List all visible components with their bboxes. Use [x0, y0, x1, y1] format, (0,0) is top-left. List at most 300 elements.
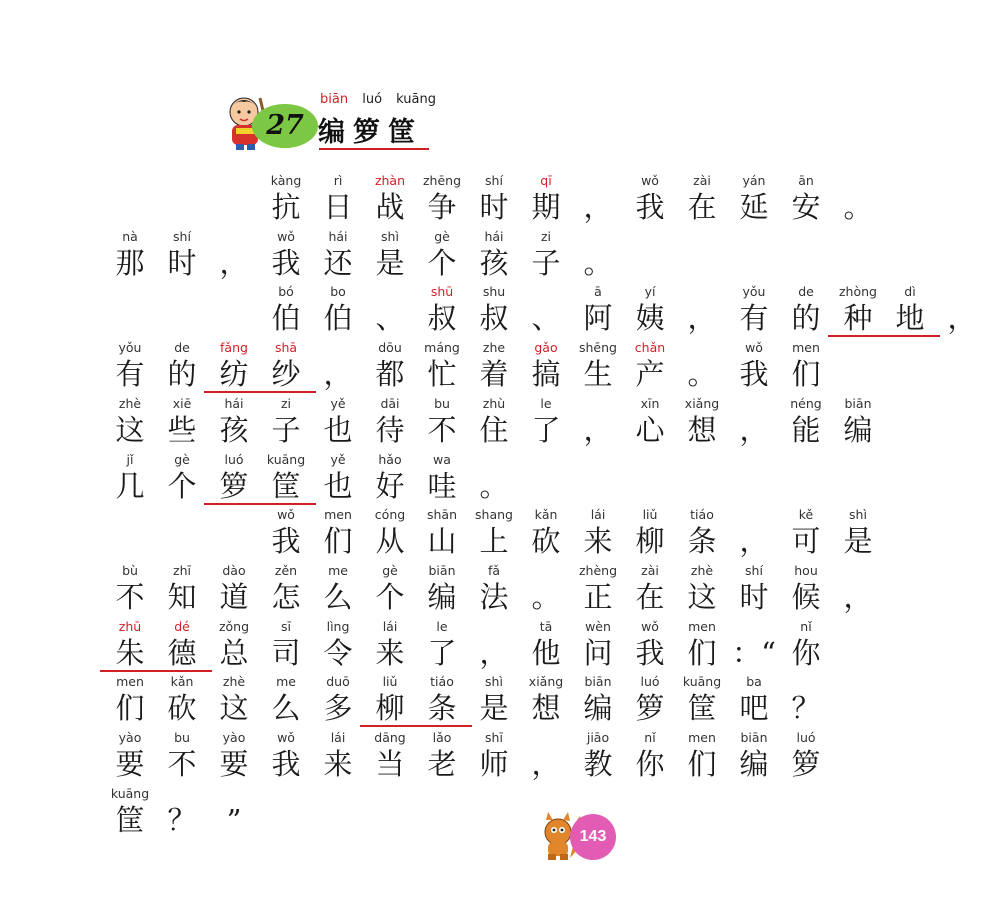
pinyin: ān	[798, 173, 814, 188]
pinyin: nǐ	[800, 618, 812, 634]
character-cell	[780, 729, 832, 783]
hanzi: 令	[323, 635, 353, 670]
pinyin: biān	[584, 674, 612, 690]
pinyin: shì	[849, 507, 867, 523]
page-number-badge	[540, 808, 640, 868]
text-line	[0, 228, 650, 282]
hanzi: 伯	[323, 301, 353, 336]
hanzi: ？	[167, 802, 197, 837]
hanzi: 了	[427, 635, 457, 670]
text-line	[0, 506, 873, 560]
pinyin: biān	[428, 562, 456, 578]
hanzi: 时	[739, 579, 769, 614]
hanzi: 孩	[219, 412, 249, 447]
hanzi: 好	[375, 468, 405, 503]
hanzi: 不	[115, 579, 145, 614]
pinyin: hái	[224, 395, 244, 411]
hanzi: 们	[687, 747, 717, 781]
hanzi: 几	[115, 468, 145, 503]
pinyin: luó	[640, 674, 660, 690]
page-number: 143	[579, 828, 607, 845]
pinyin: biān	[740, 730, 768, 745]
character-cell	[936, 283, 988, 337]
hanzi: 、	[375, 301, 405, 336]
pinyin	[824, 172, 892, 190]
pinyin: yào	[118, 730, 142, 745]
hanzi: 司	[271, 635, 301, 670]
hanzi: 哇	[427, 468, 457, 503]
hanzi: 砍	[531, 524, 561, 559]
pinyin	[772, 673, 840, 691]
pinyin: ba	[746, 674, 762, 690]
hanzi: ”	[226, 802, 242, 837]
hanzi: ？	[791, 691, 821, 726]
pinyin: zài	[641, 562, 659, 578]
lesson-title: 编箩筐	[318, 117, 423, 148]
title-underline	[319, 148, 429, 150]
hanzi: 来	[375, 635, 405, 670]
pinyin	[928, 283, 996, 301]
hanzi: 。	[583, 245, 613, 280]
pinyin: shì	[485, 674, 503, 690]
character-cell	[832, 395, 884, 449]
hanzi: ，	[687, 301, 717, 336]
pinyin: yě	[330, 395, 346, 411]
pinyin: shì	[381, 228, 399, 244]
pinyin: zài	[693, 173, 711, 188]
pinyin: zhàn	[374, 173, 406, 188]
pinyin: shā	[274, 340, 298, 356]
pinyin: yǒu	[118, 340, 142, 356]
hanzi: 在	[687, 190, 717, 224]
pinyin: dé	[174, 618, 190, 634]
pinyin: zhēng	[422, 173, 462, 188]
pinyin: hái	[484, 228, 504, 244]
hanzi: 抗	[271, 190, 301, 224]
hanzi: 个	[427, 245, 457, 280]
pinyin: men	[688, 730, 716, 745]
hanzi: 砍	[167, 691, 197, 726]
text-line	[0, 618, 821, 672]
hanzi: 。	[843, 190, 873, 224]
text-line	[0, 172, 873, 226]
hanzi: 老	[427, 747, 457, 781]
hanzi: 编	[843, 412, 873, 447]
pinyin: gè	[434, 228, 450, 244]
hanzi: 来	[323, 747, 353, 781]
pinyin: lìng	[326, 618, 350, 634]
hanzi: 。	[531, 579, 561, 614]
hanzi: 着	[479, 357, 509, 392]
hanzi: 伯	[271, 301, 301, 336]
pinyin: wǒ	[745, 340, 763, 356]
pinyin: nǐ	[644, 730, 656, 745]
hanzi: ，	[583, 190, 613, 224]
character-cell	[832, 506, 884, 560]
pinyin: de	[798, 284, 814, 300]
hanzi: 。	[479, 468, 509, 503]
hanzi: 么	[323, 579, 353, 614]
hanzi: 条	[427, 691, 457, 726]
text-line	[0, 395, 873, 449]
hanzi: 朱	[115, 635, 145, 670]
character-cell	[780, 339, 832, 393]
pinyin: zhù	[482, 395, 506, 411]
text-line	[0, 729, 821, 783]
hanzi: ，	[843, 579, 873, 614]
hanzi: 能	[791, 412, 821, 447]
hanzi: 种	[843, 301, 873, 336]
pinyin: néng	[790, 395, 822, 411]
pinyin	[824, 562, 892, 580]
pinyin: zhī	[173, 562, 191, 578]
pinyin: wǒ	[277, 507, 295, 523]
pinyin: shí	[173, 228, 191, 244]
hanzi: 。	[687, 357, 717, 392]
pinyin: lǎo	[432, 730, 452, 745]
hanzi: 在	[635, 579, 665, 614]
lesson-header	[222, 88, 452, 158]
pinyin: hǎo	[378, 451, 402, 467]
pinyin: nà	[122, 228, 138, 244]
pinyin: shān	[426, 507, 458, 523]
pinyin: yǒu	[742, 284, 766, 300]
hanzi: 从	[375, 524, 405, 559]
pinyin: shí	[485, 173, 503, 188]
pinyin: qī	[540, 173, 552, 188]
hanzi: 法	[479, 579, 509, 614]
pinyin: wǒ	[277, 228, 295, 244]
hanzi: 筐	[687, 691, 717, 726]
hanzi: 们	[115, 691, 145, 726]
pinyin: zǒng	[218, 618, 250, 634]
hanzi: 山	[427, 524, 457, 559]
hanzi: 生	[583, 357, 613, 392]
hanzi: 是	[843, 524, 873, 559]
pinyin: luó	[796, 730, 816, 745]
hanzi: 延	[739, 190, 769, 224]
pinyin: shī	[485, 730, 503, 745]
pinyin: yán	[742, 173, 766, 188]
pinyin: dāi	[380, 395, 400, 411]
hanzi: 箩	[219, 468, 249, 503]
hanzi: 叔	[479, 301, 509, 336]
hanzi: 了	[531, 412, 561, 447]
hanzi: 当	[375, 747, 405, 781]
pinyin: lái	[590, 507, 606, 523]
hanzi: 我	[271, 245, 301, 280]
pinyin: máng	[424, 340, 460, 356]
hanzi: 我	[635, 635, 665, 670]
hanzi: 编	[427, 579, 457, 614]
pinyin: tiáo	[430, 674, 454, 690]
hanzi: 孩	[479, 245, 509, 280]
hanzi: 还	[323, 245, 353, 280]
pinyin: kuāng	[266, 451, 306, 467]
hanzi: 我	[635, 190, 665, 224]
pinyin: ā	[594, 284, 602, 300]
pinyin: xiē	[172, 395, 192, 411]
hanzi: 要	[115, 747, 145, 781]
hanzi: 你	[635, 747, 665, 781]
pinyin: shu	[482, 284, 506, 300]
hanzi: 编	[739, 747, 769, 781]
pinyin: wèn	[585, 618, 611, 634]
pinyin: biān	[844, 395, 872, 411]
pinyin: le	[540, 395, 552, 411]
hanzi: 么	[271, 691, 301, 726]
pinyin: zhòng	[839, 284, 877, 300]
hanzi: 正	[583, 579, 613, 614]
hanzi: 子	[271, 412, 301, 447]
pinyin: yào	[222, 730, 246, 745]
pinyin: shēng	[579, 340, 617, 356]
pinyin: gè	[382, 562, 398, 578]
hanzi: 编	[583, 691, 613, 726]
hanzi: 要	[219, 747, 249, 781]
pinyin: zěn	[274, 562, 298, 578]
hanzi: 时	[167, 245, 197, 280]
hanzi: 搞	[531, 357, 561, 392]
pinyin: bù	[122, 562, 138, 578]
pinyin: jǐ	[126, 451, 134, 467]
text-line	[0, 283, 977, 337]
pinyin: le	[436, 618, 448, 634]
hanzi: 筐	[271, 468, 301, 503]
pinyin: shū	[430, 284, 454, 300]
lesson-number: 27	[266, 110, 304, 141]
pinyin: yí	[644, 284, 656, 300]
pinyin: luó	[224, 451, 244, 467]
pinyin: bu	[174, 730, 190, 745]
hanzi: 师	[479, 747, 509, 781]
hanzi: 们	[791, 357, 821, 392]
hanzi: 不	[427, 412, 457, 447]
pinyin: xīn	[640, 395, 660, 411]
hanzi: ，	[739, 412, 769, 447]
vocab-underline	[100, 670, 212, 672]
hanzi: 子	[531, 245, 561, 280]
character-cell	[832, 562, 884, 616]
hanzi: ，	[531, 747, 561, 781]
hanzi: 德	[167, 635, 197, 670]
hanzi: 问	[583, 635, 613, 670]
pinyin: xiǎng	[528, 674, 564, 690]
pinyin: wa	[433, 451, 451, 467]
title-pinyin-1: biān	[320, 92, 349, 107]
hanzi: ，	[323, 357, 353, 392]
hanzi: 们	[687, 635, 717, 670]
character-cell	[468, 451, 520, 505]
title-pinyin-3: kuāng	[396, 92, 436, 107]
hanzi: 叔	[427, 301, 457, 336]
pinyin: tā	[539, 618, 553, 634]
hanzi: 阿	[583, 301, 613, 336]
title-pinyin-2: luó	[362, 92, 383, 107]
hanzi: 候	[791, 579, 821, 614]
hanzi: 争	[427, 190, 457, 224]
hanzi: 们	[323, 524, 353, 559]
hanzi: 个	[167, 468, 197, 503]
pinyin: me	[276, 674, 296, 690]
hanzi: 纺	[219, 357, 249, 392]
pinyin: bu	[434, 395, 450, 411]
pinyin: shang	[475, 507, 513, 523]
pinyin	[460, 451, 528, 469]
pinyin: zhè	[118, 395, 142, 411]
vocab-underline	[360, 725, 472, 727]
hanzi: 来	[583, 524, 613, 559]
pinyin: kǎn	[170, 674, 194, 690]
pinyin: bó	[278, 284, 294, 300]
text-line	[0, 562, 873, 616]
hanzi: 条	[687, 524, 717, 559]
hanzi: 吧	[739, 691, 769, 726]
pinyin: cóng	[374, 507, 406, 523]
character-cell	[572, 228, 624, 282]
hanzi: 柳	[635, 524, 665, 559]
pinyin: dì	[904, 284, 916, 300]
hanzi: 总	[219, 635, 249, 670]
pinyin: zhèng	[578, 562, 618, 578]
hanzi: 安	[791, 190, 821, 224]
hanzi: 多	[323, 691, 353, 726]
hanzi: 这	[687, 579, 717, 614]
pinyin: bo	[330, 284, 346, 300]
pinyin: zhè	[222, 674, 246, 690]
hanzi: ：“	[732, 635, 776, 670]
pinyin: shí	[745, 562, 763, 578]
hanzi: 也	[323, 468, 353, 503]
text-line	[0, 339, 821, 393]
hanzi: 上	[479, 524, 509, 559]
pinyin: wǒ	[641, 173, 659, 188]
character-cell	[208, 785, 260, 839]
hanzi: 、	[531, 301, 561, 336]
vocab-underline	[204, 503, 316, 505]
hanzi: 是	[375, 245, 405, 280]
pinyin: zhè	[690, 562, 714, 578]
pinyin: men	[792, 340, 820, 356]
hanzi: 这	[219, 691, 249, 726]
pinyin: me	[328, 562, 348, 578]
title-pinyin	[320, 92, 436, 107]
character-cell	[832, 172, 884, 226]
pinyin: lái	[330, 730, 346, 745]
hanzi: 这	[115, 412, 145, 447]
pinyin: men	[688, 618, 716, 634]
pinyin: kě	[798, 507, 814, 523]
hanzi: 个	[375, 579, 405, 614]
hanzi: 那	[115, 245, 145, 280]
pinyin: liǔ	[382, 674, 398, 690]
hanzi: 有	[115, 357, 145, 392]
pinyin: dào	[222, 562, 246, 578]
hanzi: 地	[895, 301, 925, 336]
hanzi: 箩	[791, 747, 821, 781]
pinyin: gè	[174, 451, 190, 467]
hanzi: 你	[791, 635, 821, 670]
hanzi: 有	[739, 301, 769, 336]
pinyin: kàng	[270, 173, 302, 188]
hanzi: 待	[375, 412, 405, 447]
pinyin: de	[174, 340, 190, 356]
hanzi: 日	[323, 190, 353, 224]
pinyin: duō	[326, 674, 350, 690]
hanzi: 战	[375, 190, 405, 224]
hanzi: 想	[687, 412, 717, 447]
hanzi: ，	[479, 635, 509, 670]
vocab-underline	[828, 335, 940, 337]
hanzi: 的	[791, 301, 821, 336]
hanzi: 是	[479, 691, 509, 726]
hanzi: 我	[271, 747, 301, 781]
pinyin: dāng	[374, 730, 406, 745]
hanzi: 知	[167, 579, 197, 614]
pinyin: xiǎng	[684, 395, 720, 411]
hanzi: 纱	[271, 357, 301, 392]
hanzi: 他	[531, 635, 561, 670]
hanzi: 姨	[635, 301, 665, 336]
pinyin: rì	[333, 173, 343, 188]
hanzi: 我	[739, 357, 769, 392]
hanzi: 我	[271, 524, 301, 559]
pinyin: yě	[330, 451, 346, 467]
pinyin: kuāng	[110, 785, 150, 801]
pinyin: wǒ	[277, 730, 295, 745]
hanzi: 期	[531, 190, 561, 224]
pinyin	[200, 785, 268, 803]
pinyin: zhe	[482, 340, 506, 356]
hanzi: 箩	[635, 691, 665, 726]
hanzi: 可	[791, 524, 821, 559]
hanzi: 柳	[375, 691, 405, 726]
hanzi: 心	[635, 412, 665, 447]
pinyin: zi	[280, 395, 292, 411]
pinyin: tiáo	[690, 507, 714, 523]
hanzi: 产	[635, 357, 665, 392]
vocab-underline	[204, 391, 316, 393]
text-line	[0, 451, 650, 505]
hanzi: 也	[323, 412, 353, 447]
pinyin: dōu	[378, 340, 402, 356]
pinyin: fǎng	[220, 340, 248, 356]
hanzi: 不	[167, 747, 197, 781]
hanzi: 都	[375, 357, 405, 392]
hanzi: 想	[531, 691, 561, 726]
character-cell	[780, 673, 832, 727]
pinyin: gǎo	[534, 340, 558, 356]
hanzi: 忙	[427, 357, 457, 392]
hanzi: 住	[479, 412, 509, 447]
text-line	[0, 673, 821, 727]
character-cell	[780, 618, 832, 672]
pinyin: men	[116, 674, 144, 690]
pinyin: chǎn	[634, 340, 666, 356]
pinyin: zhū	[118, 618, 142, 634]
hanzi: ，	[739, 524, 769, 559]
pinyin: wǒ	[641, 618, 659, 634]
pinyin: kǎn	[534, 507, 558, 523]
hanzi: 筐	[115, 802, 145, 837]
pinyin: fǎ	[487, 562, 501, 578]
hanzi: 怎	[271, 579, 301, 614]
pinyin	[564, 228, 632, 246]
hanzi: 时	[479, 190, 509, 224]
hanzi: 道	[219, 579, 249, 614]
pinyin: sī	[281, 618, 291, 634]
pinyin: hou	[794, 562, 818, 578]
